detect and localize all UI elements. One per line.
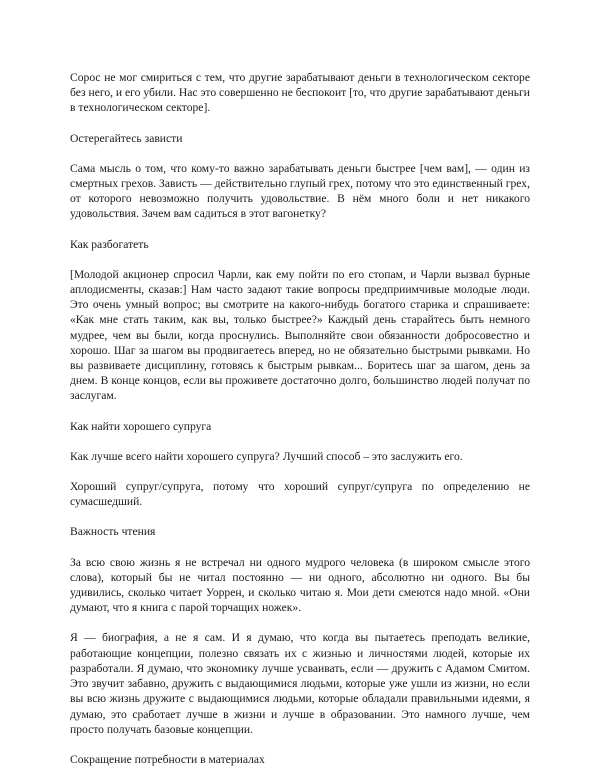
paragraph-reading-2: Я — биография, а не я сам. И я думаю, что когда вы пытаетесь преподать великие, работающие концепции, полезно связать их с жизнью и личностями людей, которые их разработали. Я думаю, что экономику лучше усваивать, если — дружить с Адамом Смитом. Это звучит забавно, дружить с выдающимися людьми, которые уже ушли из жизни, но если вы всю жизнь дружите с выдающимися людьми, которые обладали правильными идеями, я думаю, это сработает лучше в жизни и лучше в образовании. Это намного лучше, чем просто получать базовые концепции.: [70, 631, 530, 736]
heading-materials: Сокращение потребности в материалах: [70, 752, 265, 766]
paragraph-soros: Сорос не мог смириться с тем, что другие зарабатывают деньги в технологическом секторе без него, и его убили. Нас это совершенно не беспокоит [то, что другие зарабатывают деньги в технологическом секторе].: [70, 71, 530, 115]
heading-reading: Важность чтения: [70, 525, 156, 539]
document-page: [70, 70, 530, 782]
paragraph-spouse-1: Как лучше всего найти хорошего супруга? Лучший способ – это заслужить его.: [70, 449, 463, 463]
heading-get-rich: Как разбогатеть: [70, 237, 149, 251]
paragraph-spouse-2: Хороший супруг/супруга, потому что хороший супруг/супруга по определению не сумасшедший.: [70, 480, 530, 509]
heading-spouse: Как найти хорошего супруга: [70, 419, 212, 433]
paragraph-reading-1: За всю свою жизнь я не встречал ни одного мудрого человека (в широком смысле этого слова), который бы не читал постоянно — ни одного, абсолютно ни одного. Вы бы удивились, сколько читает Уоррен, и сколько читаю я. Мои дети смеются надо мной. «Они думают, что я книга с парой торчащих ножек».: [70, 555, 530, 615]
heading-envy: Остерегайтесь зависти: [70, 131, 183, 145]
paragraph-envy: Сама мысль о том, что кому-то важно зарабатывать деньги быстрее [чем вам], — один из смертных грехов. Зависть — действительно глупый грех, потому что это единственный грех, от которого невозможно получить удовольствие. В нём много боли и нет никакого удовольствия. Зачем вам садиться в этот вагонетку?: [70, 161, 530, 221]
paragraph-get-rich: [Молодой акционер спросил Чарли, как ему пойти по его стопам, и Чарли вызвал бурные аплодисменты, сказав:] Нам часто задают такие вопросы предприимчивые молодые люди. Это очень умный вопрос; вы смотрите на какого-нибудь богатого старика и спрашиваете: «Как мне стать таким, как вы, только быстрее?» Каждый день старайтесь быть немного мудрее, чем вы были, когда проснулись. Выполняйте свои обязанности добросовестно и хорошо. Шаг за шагом вы продвигаетесь вперед, но не обязательно быстрыми рывками. Но вы развиваете дисциплину, готовясь к быстрым рывкам... Боритесь шаг за шагом, день за днем. В конце концов, если вы проживете достаточно долго, большинство людей получат по заслугам.: [70, 267, 530, 403]
